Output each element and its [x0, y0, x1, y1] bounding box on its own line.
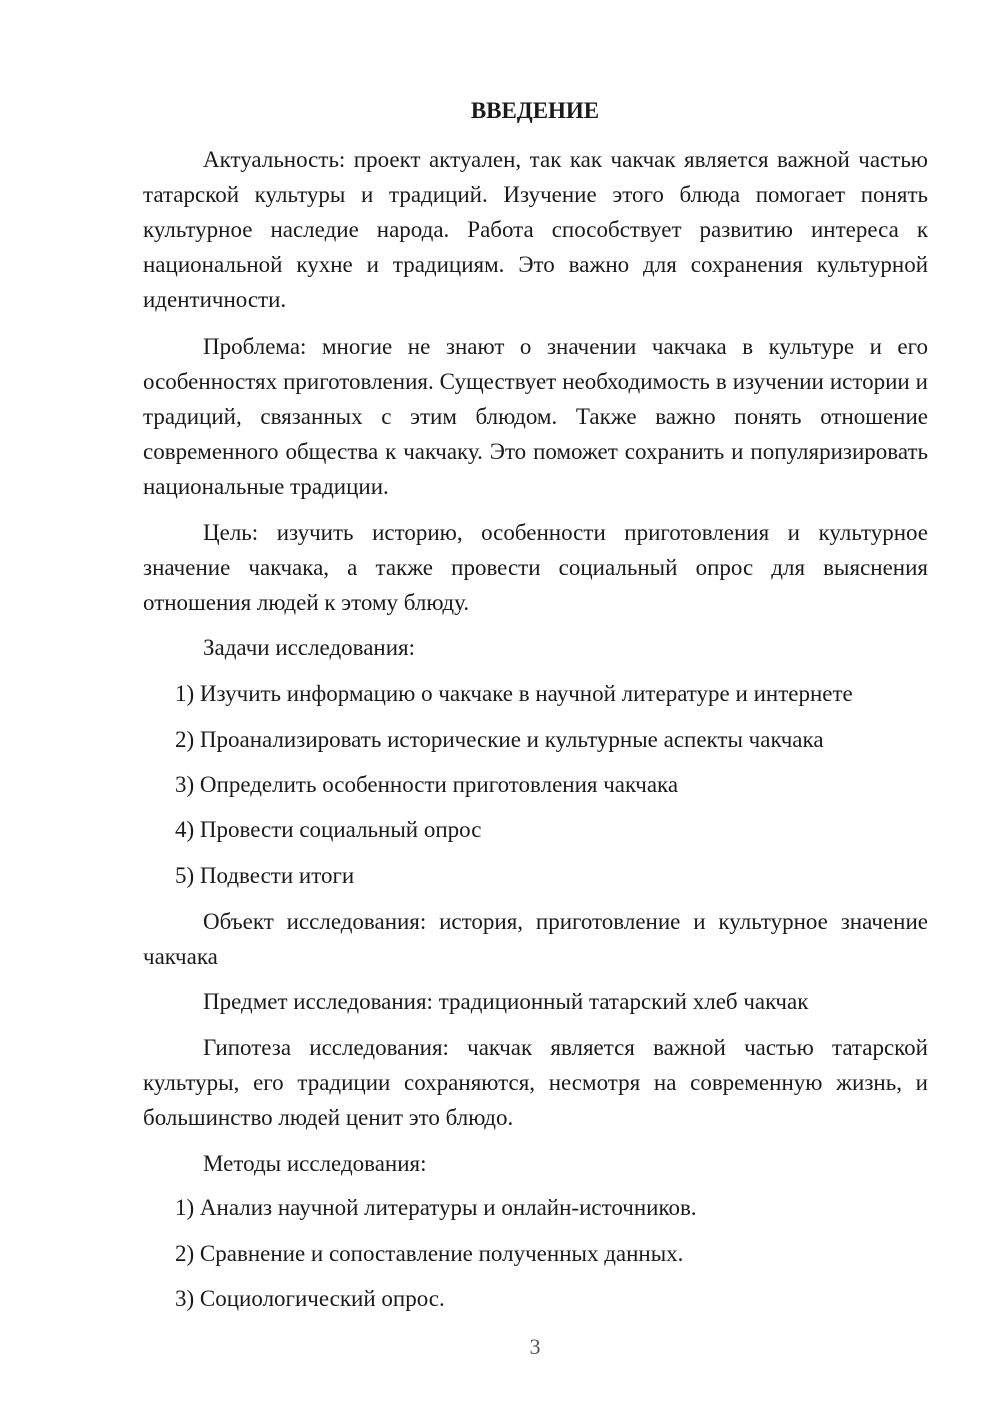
problem-paragraph: Проблема: многие не знают о значении чакчака в культуре и его особенностях приготовления. Существует необходимость в изучении истории и традиций, связанных с этим блюдом. Также важно понять отношение современного общества к чакчаку. Это поможет сохранить и популяризировать национальные традиции. [143, 334, 928, 499]
goal-paragraph: Цель: изучить историю, особенности приготовления и культурное значение чакчака, а также провести социальный опрос для выяснения отношения людей к этому блюду. [143, 520, 928, 615]
relevance-paragraph: Актуальность: проект актуален, так как чакчак является важной частью татарской культуры и традиций. Изучение этого блюда помогает понять культурное наследие народа. Работа способствует развитию интереса к национальной кухне и традициям. Это важно для сохранения культурной идентичности. [143, 147, 928, 312]
task-item: 5) Подвести итоги [175, 863, 355, 888]
hypothesis-paragraph: Гипотеза исследования: чакчак является важной частью татарской культуры, его традиции сохраняются, несмотря на современную жизнь, и большинство людей ценит это блюдо. [143, 1035, 928, 1130]
method-item: 1) Анализ научной литературы и онлайн-источников. [175, 1195, 697, 1220]
task-item: 1) Изучить информацию о чакчаке в научной литературе и интернете [175, 681, 853, 706]
section-title: ВВЕДЕНИЕ [470, 98, 600, 123]
method-item: 2) Сравнение и сопоставление полученных данных. [175, 1241, 684, 1266]
task-item: 3) Определить особенности приготовления чакчака [175, 772, 679, 797]
methods-heading: Методы исследования: [203, 1151, 427, 1176]
method-item: 3) Социологический опрос. [175, 1286, 445, 1311]
subject-line: Предмет исследования: традиционный татарский хлеб чакчак [203, 989, 809, 1014]
object-paragraph: Объект исследования: история, приготовление и культурное значение чакчака [143, 909, 928, 969]
page-number: 3 [529, 1334, 541, 1359]
task-item: 4) Провести социальный опрос [175, 817, 482, 842]
tasks-heading: Задачи исследования: [203, 635, 416, 660]
task-item: 2) Проанализировать исторические и культурные аспекты чакчака [175, 727, 824, 752]
